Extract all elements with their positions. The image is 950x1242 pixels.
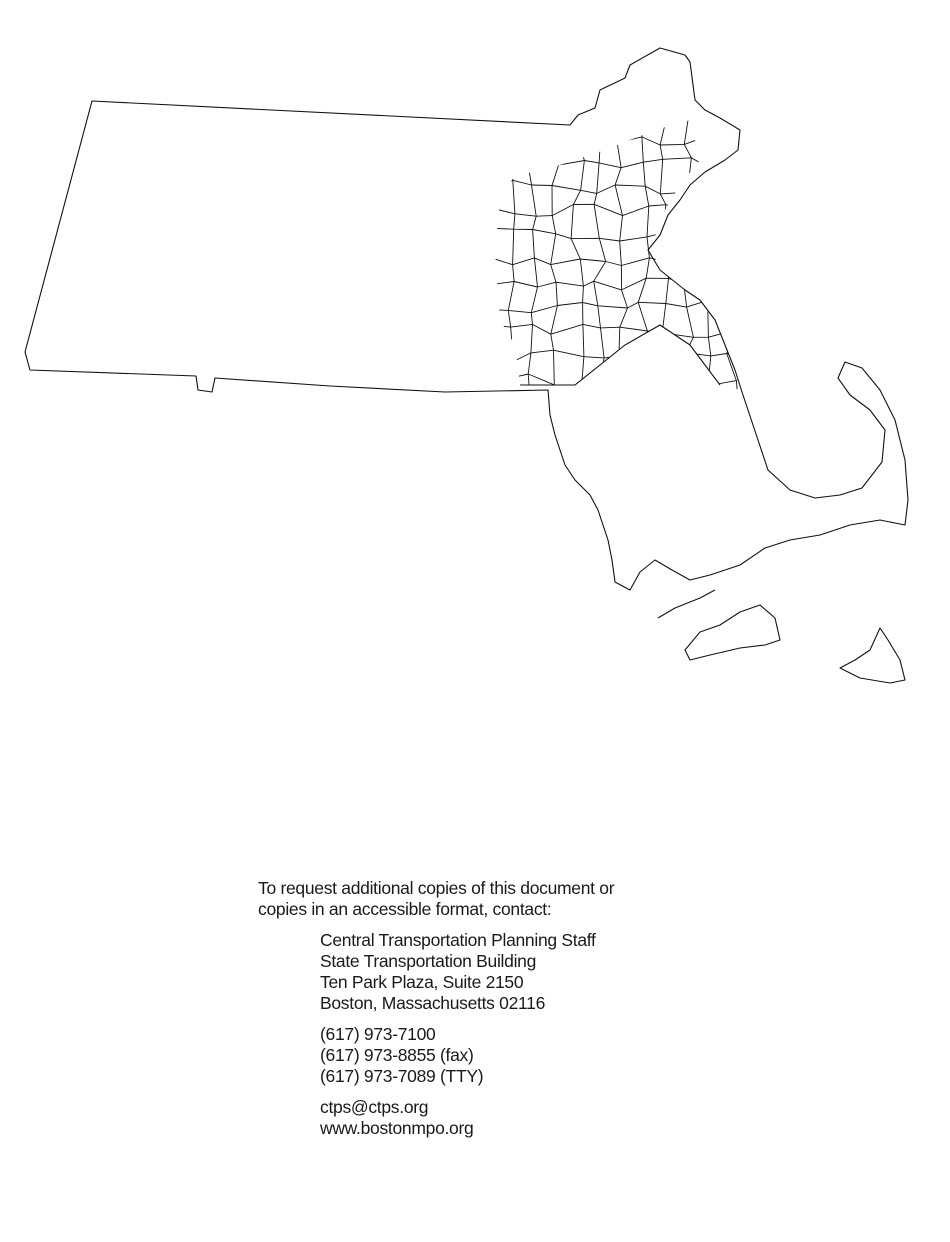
town-boundary <box>594 119 606 397</box>
town-boundary <box>497 276 748 290</box>
town-boundary <box>704 109 711 406</box>
city-address: Boston, Massachusetts 02116 <box>320 993 546 1013</box>
building-name: State Transportation Building <box>320 951 537 971</box>
town-boundary <box>490 109 749 122</box>
email-link[interactable]: ctps@ctps.org <box>320 1097 429 1117</box>
fax-number: (617) 973-8855 (fax) <box>320 1045 474 1065</box>
elizabeth-islands <box>658 590 715 618</box>
nantucket <box>840 628 905 683</box>
town-boundary <box>490 396 750 408</box>
town-boundary <box>747 114 760 396</box>
town-boundary <box>483 116 496 398</box>
town-boundary <box>638 111 649 396</box>
state-outline <box>25 48 908 590</box>
intro-text: copies in an accessible format, contact: <box>258 899 552 919</box>
intro-text: To request additional copies of this document or <box>258 878 615 898</box>
town-boundary <box>494 180 760 194</box>
town-boundary <box>496 135 757 146</box>
website-link[interactable]: www.bostonmpo.org <box>320 1118 474 1138</box>
town-boundary <box>485 350 759 361</box>
town-boundary <box>496 324 749 337</box>
organization-name: Central Transportation Planning Staff <box>320 930 596 950</box>
tty-number: (617) 973-7089 (TTY) <box>320 1066 484 1086</box>
town-boundary <box>507 111 515 400</box>
town-boundary <box>486 300 754 312</box>
street-address: Ten Park Plaza, Suite 2150 <box>320 972 524 992</box>
town-boundary <box>726 122 739 409</box>
town-boundary <box>660 110 672 397</box>
town-boundary <box>485 228 747 241</box>
town-boundary <box>550 120 558 399</box>
town-boundary <box>483 204 758 216</box>
contact-block <box>258 878 614 1139</box>
town-boundary <box>615 109 628 403</box>
martha-vineyard <box>685 605 780 660</box>
phone-number: (617) 973-7100 <box>320 1024 436 1044</box>
